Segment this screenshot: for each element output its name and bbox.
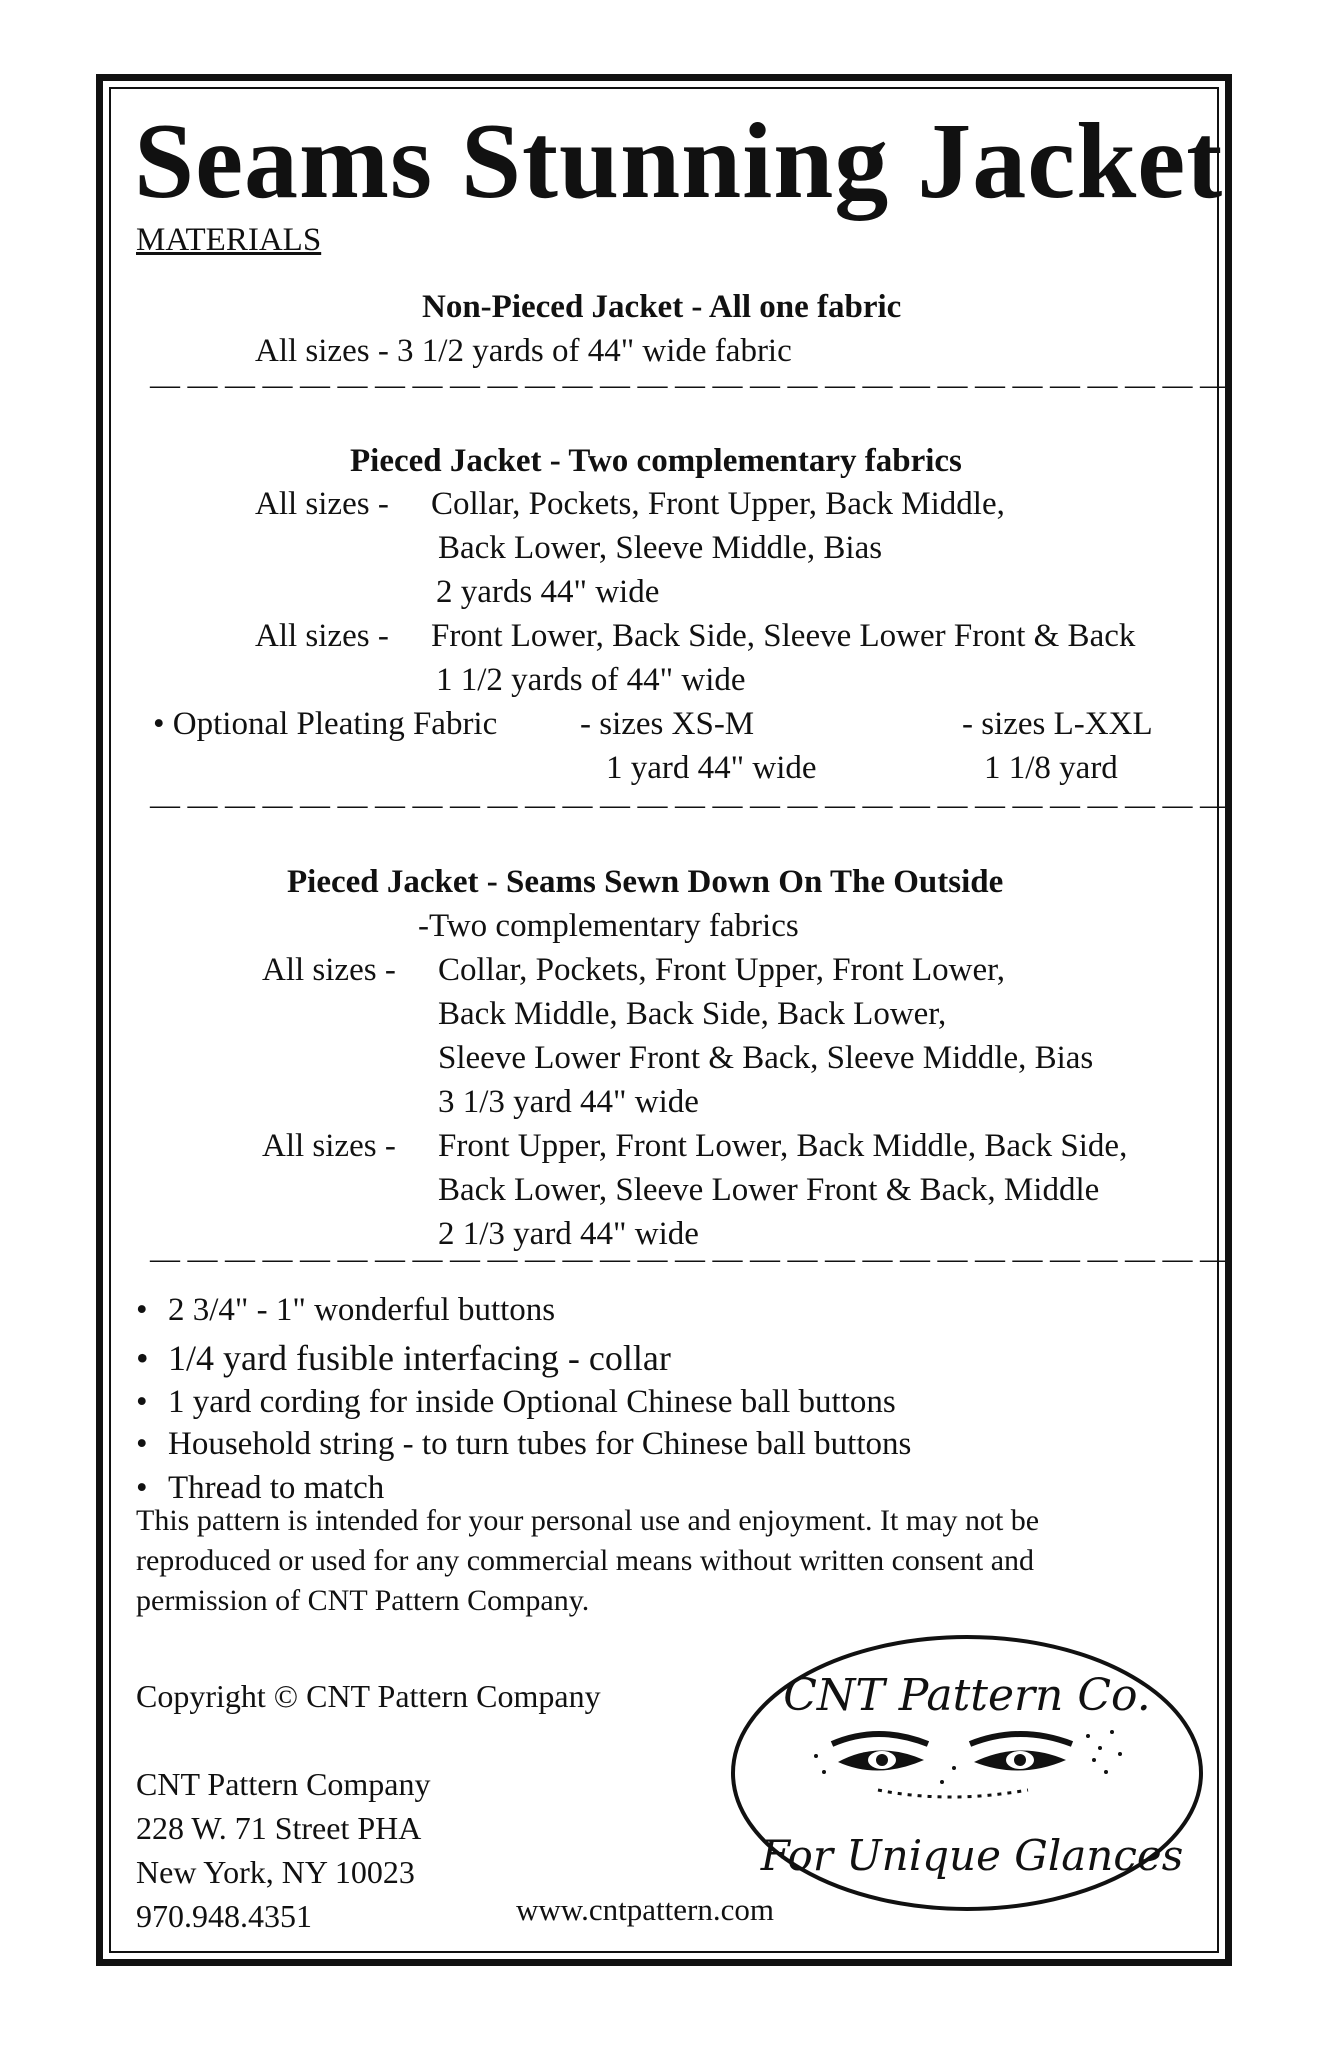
optional-l-xxl-amount: 1 1/8 yard bbox=[984, 750, 1118, 786]
bullet-item: • Household string - to turn tubes for Chinese ball buttons bbox=[136, 1426, 912, 1462]
bullet-icon: • bbox=[136, 1292, 148, 1328]
section2-a-line1: Collar, Pockets, Front Upper, Back Middle, bbox=[431, 486, 1005, 522]
logo-oval bbox=[728, 1632, 1206, 1914]
bullet-icon: • bbox=[136, 1426, 148, 1462]
section3-a-prefix: All sizes - bbox=[262, 952, 396, 988]
copyright: Copyright © CNT Pattern Company bbox=[136, 1678, 601, 1714]
address-line: CNT Pattern Company bbox=[136, 1766, 431, 1802]
divider-1: — — — — — — — — — — — — — — — — — — — — — — — — — — — — — bbox=[150, 368, 1230, 401]
website-link[interactable]: www.cntpattern.com bbox=[516, 1892, 774, 1927]
logo-bottom-text: For Unique Glances bbox=[760, 1831, 1184, 1880]
phone-number: 970.948.4351 bbox=[136, 1898, 312, 1934]
section2-heading: Pieced Jacket - Two complementary fabrics bbox=[350, 443, 962, 479]
bullet-item: • Thread to match bbox=[136, 1470, 385, 1506]
logo-top-text: CNT Pattern Co. bbox=[783, 1670, 1151, 1721]
section2-a-line3: 2 yards 44" wide bbox=[436, 574, 660, 610]
section3-b-line2: Back Lower, Sleeve Lower Front & Back, Middle bbox=[438, 1172, 1100, 1208]
section2-a-line2: Back Lower, Sleeve Middle, Bias bbox=[438, 530, 883, 566]
disclaimer-line: permission of CNT Pattern Company. bbox=[136, 1584, 590, 1617]
bullet-icon: • bbox=[136, 1338, 149, 1378]
section2-b-prefix: All sizes - bbox=[255, 618, 389, 654]
section3-a-line1: Collar, Pockets, Front Upper, Front Lower, bbox=[438, 952, 1006, 988]
section3-a-line2: Back Middle, Back Side, Back Lower, bbox=[438, 996, 947, 1032]
section2-b-line1: Front Lower, Back Side, Sleeve Lower Front & Back bbox=[431, 618, 1136, 654]
bullet-icon: • bbox=[136, 1384, 148, 1420]
divider-3: — — — — — — — — — — — — — — — — — — — — — — — — — — — — — bbox=[150, 1242, 1230, 1275]
section1-heading: Non-Pieced Jacket - All one fabric bbox=[422, 289, 902, 325]
disclaimer-line: This pattern is intended for your personal use and enjoyment. It may not be bbox=[136, 1504, 1040, 1537]
section2-b-line2: 1 1/2 yards of 44" wide bbox=[436, 662, 746, 698]
optional-xs-m-amount: 1 yard 44" wide bbox=[606, 750, 817, 786]
section3-a-line3: Sleeve Lower Front & Back, Sleeve Middle, Bias bbox=[438, 1040, 1094, 1076]
section3-a-line4: 3 1/3 yard 44" wide bbox=[438, 1084, 699, 1120]
address-line: New York, NY 10023 bbox=[136, 1854, 415, 1890]
section2-a-prefix: All sizes - bbox=[255, 486, 389, 522]
bullet-item: • 1/4 yard fusible interfacing - collar bbox=[136, 1338, 671, 1378]
section3-subheading: -Two complementary fabrics bbox=[418, 908, 799, 944]
optional-l-xxl-sizes: - sizes L-XXL bbox=[962, 706, 1153, 742]
bullet-item: • 2 3/4" - 1" wonderful buttons bbox=[136, 1292, 556, 1328]
disclaimer-line: reproduced or used for any commercial means without written consent and bbox=[136, 1544, 1035, 1577]
materials-heading: MATERIALS bbox=[136, 222, 322, 258]
section1-line: All sizes - 3 1/2 yards of 44" wide fabric bbox=[255, 333, 792, 369]
address-line: 228 W. 71 Street PHA bbox=[136, 1810, 422, 1846]
bullet-item: • 1 yard cording for inside Optional Chinese ball buttons bbox=[136, 1384, 896, 1420]
section3-b-prefix: All sizes - bbox=[262, 1128, 396, 1164]
eyes-icon bbox=[814, 1730, 1122, 1797]
optional-pleating-label: • Optional Pleating Fabric bbox=[153, 706, 498, 742]
divider-2: — — — — — — — — — — — — — — — — — — — — — — — — — — — — — bbox=[150, 788, 1230, 821]
section3-b-line1: Front Upper, Front Lower, Back Middle, Back Side, bbox=[438, 1128, 1128, 1164]
section3-heading: Pieced Jacket - Seams Sewn Down On The Outside bbox=[287, 864, 1004, 900]
bullet-icon: • bbox=[136, 1470, 148, 1506]
section3-b-line3: 2 1/3 yard 44" wide bbox=[438, 1216, 699, 1252]
page-title: Seams Stunning Jacket bbox=[134, 102, 1224, 221]
cnt-logo bbox=[728, 1632, 1206, 1914]
optional-xs-m-sizes: - sizes XS-M bbox=[580, 706, 755, 742]
